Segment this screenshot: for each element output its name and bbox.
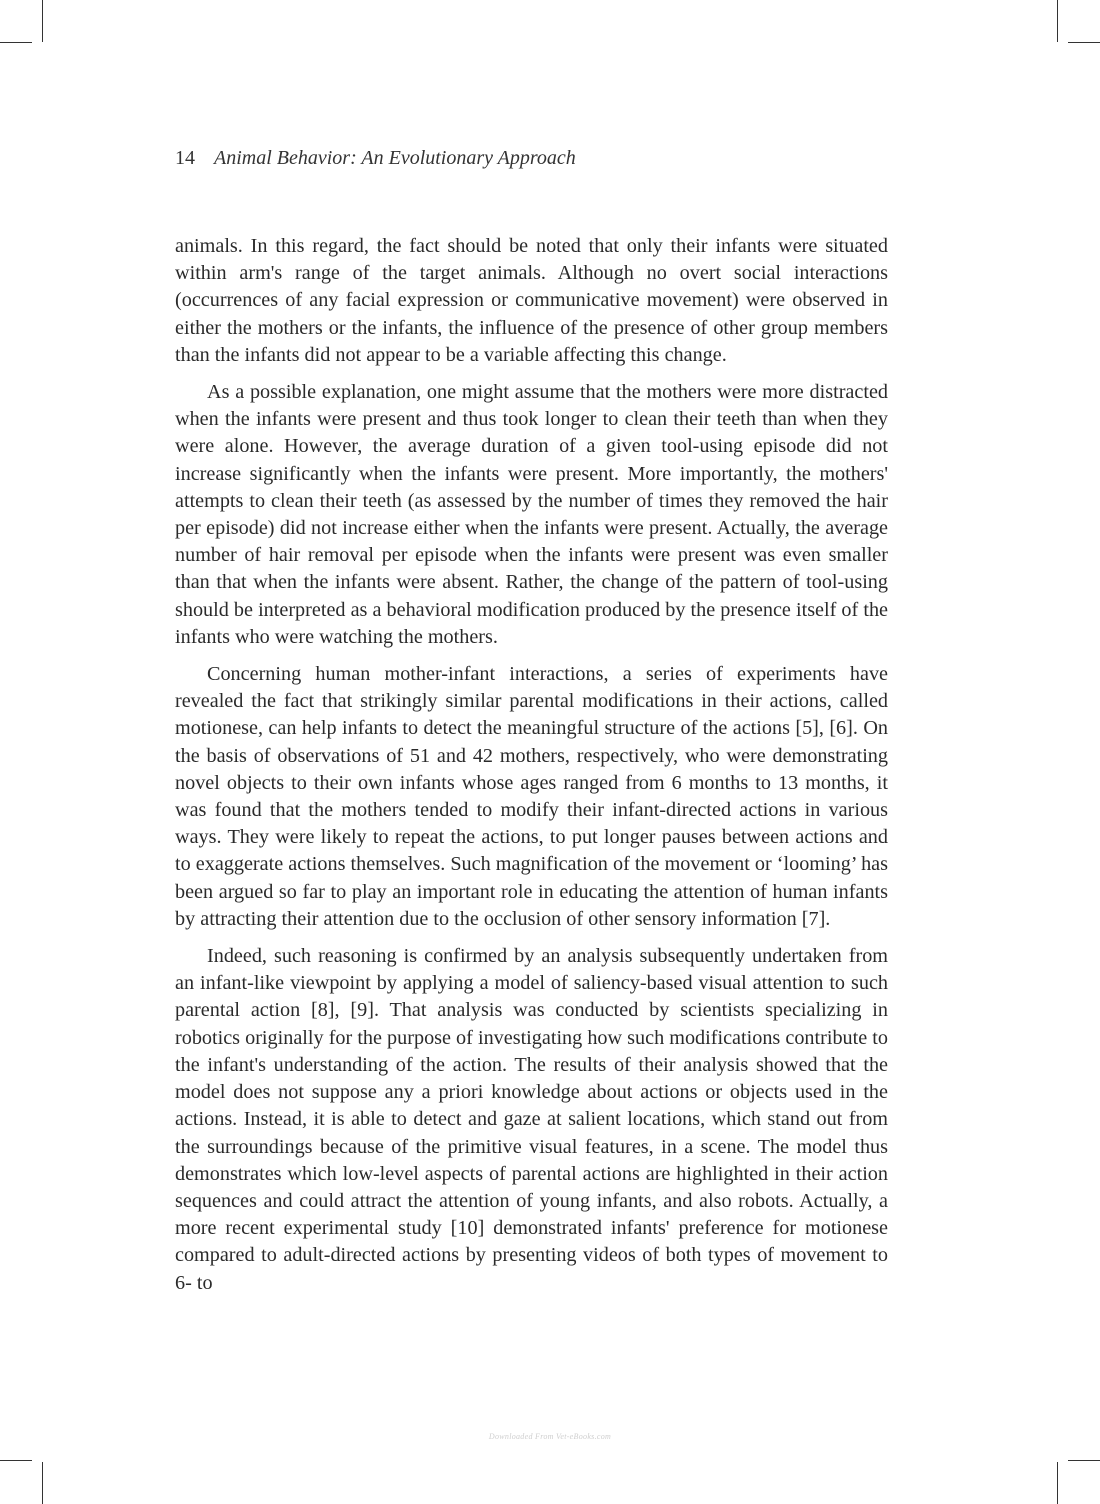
crop-mark — [0, 42, 32, 43]
paragraph: Indeed, such reasoning is confirmed by an analysis subsequently undertaken from an infant-like viewpoint by applying a model of saliency-based visual attention to such parental action [8], [9]. That analysis was conducted by scientists specializing in robotics originally for the purpose of investigating how such modifications contribute to the infant's understanding of the action. The results of their analysis showed that the model does not suppose any a priori knowledge about actions or objects used in the actions. Instead, it is able to detect and gaze at salient locations, which stand out from the surroundings because of the primitive visual features, in a scene. The model thus demonstrates which low-level aspects of parental actions are highlighted in their action sequences and could attract the attention of young infants, and also robots. Actually, a more recent experimental study [10] demonstrated infants' preference for motionese compared to adult-directed actions by presenting videos of both types of movement to 6- to — [175, 945, 888, 1294]
page-number: 14 — [175, 147, 195, 169]
crop-mark — [42, 1462, 43, 1504]
paragraph: animals. In this regard, the fact should be noted that only their infants were situated within arm's range of the target animals. Although no overt social interactions (occurrences of any facial expression or communicative movement) were observed in either the mothers or the infants, the influence of the presence of other group members than the infants did not appear to be a variable affecting this change. — [175, 235, 888, 366]
paragraph: As a possible explanation, one might assume that the mothers were more distracted when the infants were present and thus took longer to clean their teeth than when they were alone. However, the average duration of a given tool-using episode did not increase significantly when the infants were present. More importantly, the mothers' attempts to clean their teeth (as assessed by the number of times they removed the hair per episode) did not increase either when the infants were present. Actually, the average number of hair removal per episode when the infants were present was even smaller than that when the infants were absent. Rather, the change of the pattern of tool-using should be interpreted as a behavioral modification produced by the presence itself of the infants who were watching the mothers. — [175, 381, 888, 648]
crop-mark — [1068, 42, 1100, 43]
crop-mark — [1057, 1462, 1058, 1504]
running-head — [175, 144, 576, 172]
crop-mark — [42, 0, 43, 42]
crop-mark — [1068, 1460, 1100, 1461]
watermark: Downloaded From Vet-eBooks.com — [488, 1432, 612, 1441]
book-title: Animal Behavior: An Evolutionary Approach — [214, 147, 576, 169]
paragraph: Concerning human mother-infant interactions, a series of experiments have revealed the fact that strikingly similar parental modifications in their actions, called motionese, can help infants to detect the meaningful structure of the actions [5], [6]. On the basis of observations of 51 and 42 mothers, respectively, who were demonstrating novel objects to their own infants whose ages ranged from 6 months to 13 months, it was found that the mothers tended to modify their infant-directed actions in various ways. They were likely to repeat the actions, to put longer pauses between actions and to exaggerate actions themselves. Such magnification of the movement or ‘looming’ has been argued so far to play an important role in educating the attention of human infants by attracting their attention due to the occlusion of other sensory information [7]. — [175, 663, 888, 930]
crop-mark — [0, 1460, 32, 1461]
crop-mark — [1057, 0, 1058, 42]
body-text — [175, 233, 888, 1307]
